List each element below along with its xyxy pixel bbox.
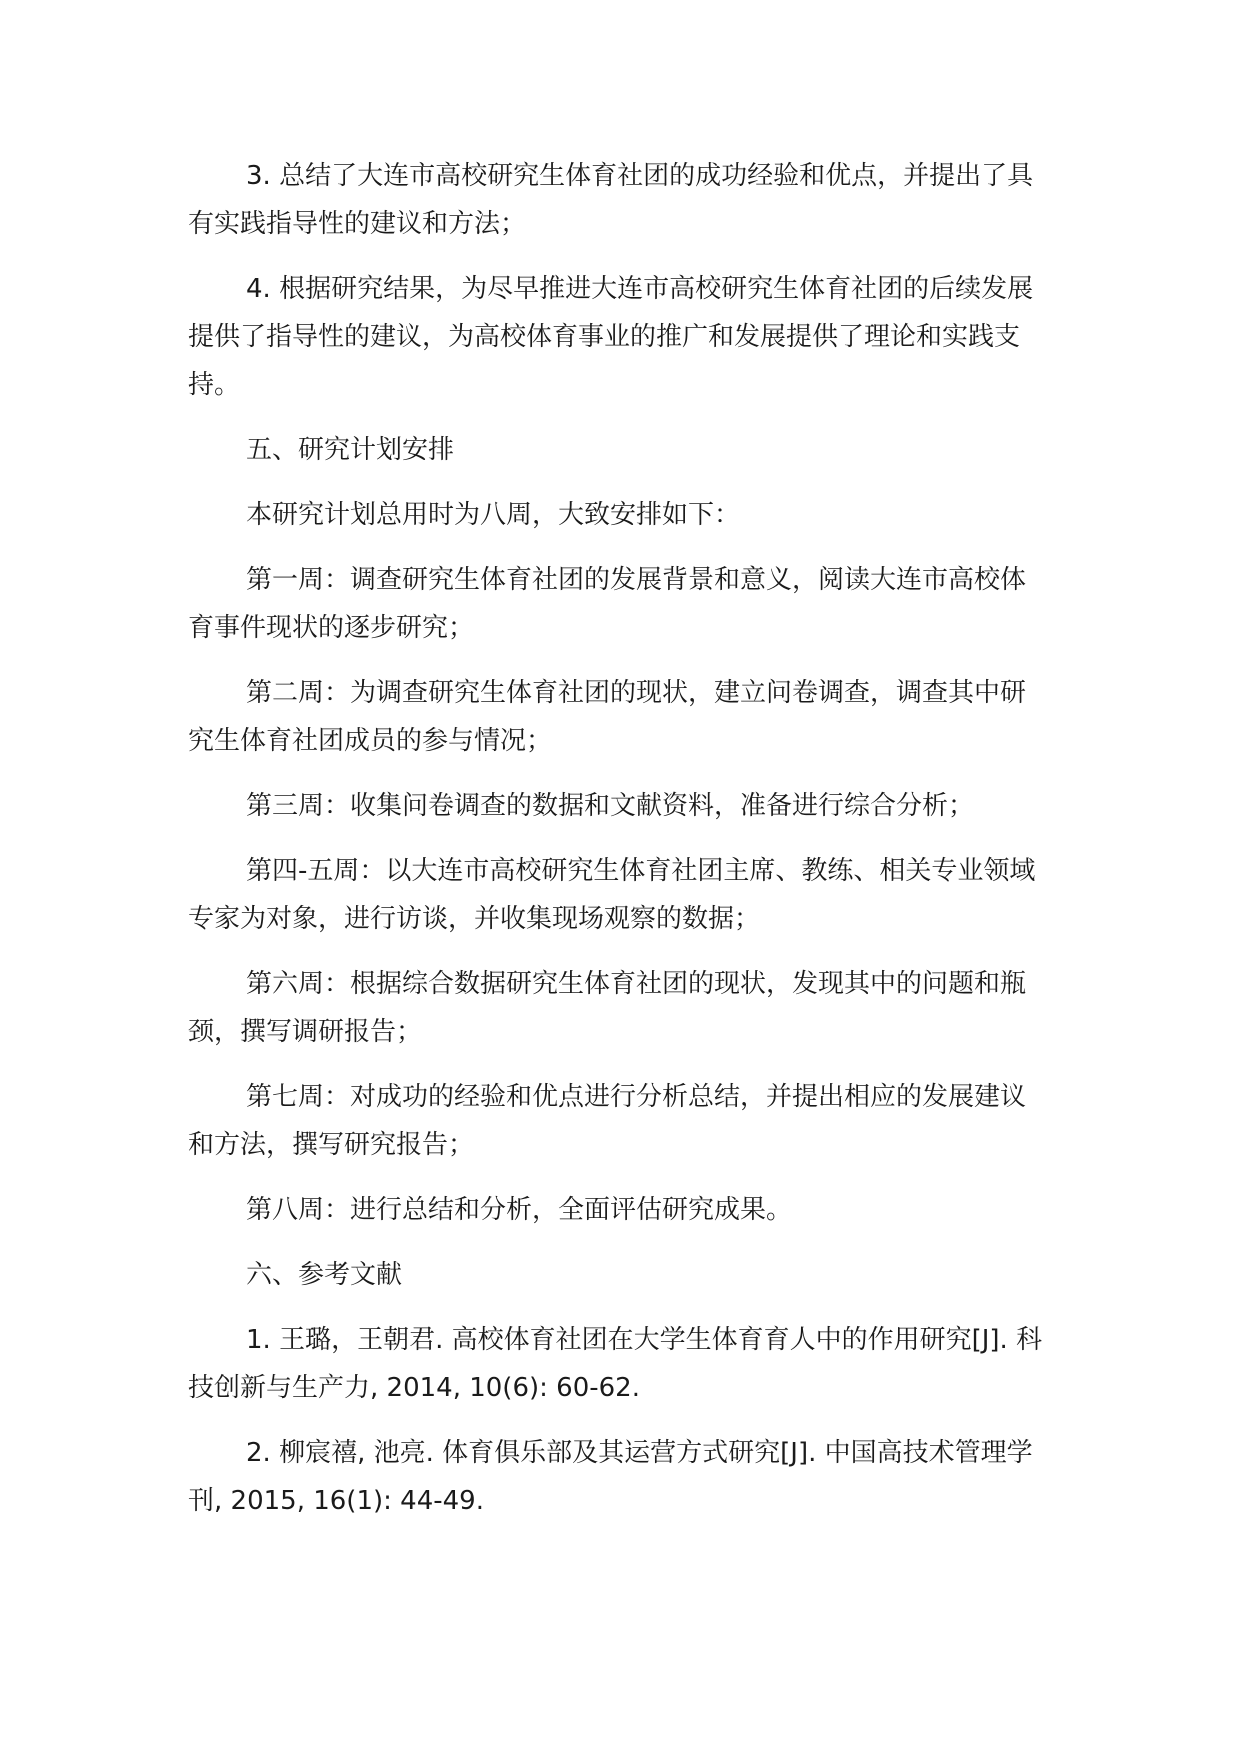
paragraph-week-3: 第三周：收集问卷调查的数据和文献资料，准备进行综合分析； [246,791,975,821]
paragraph-week-2: 第二周：为调查研究生体育社团的现状，建立问卷调查，调查其中研究生体育社团成员的参与情况； [188,678,1027,756]
paragraph-week-6: 第六周：根据综合数据研究生体育社团的现状，发现其中的问题和瓶颈，撰写调研报告； [188,969,1027,1047]
paragraph-week-1: 第一周：调查研究生体育社团的发展背景和意义，阅读大连市高校体育事件现状的逐步研究； [188,565,1027,643]
paragraph-plan-intro: 本研究计划总用时为八周，大致安排如下： [246,500,741,530]
paragraph-result-4: 4. 根据研究结果，为尽早推进大连市高校研究生体育社团的后续发展提供了指导性的建议，为高校体育事业的推广和发展提供了理论和实践支持。 [188,274,1034,400]
paragraph-week-4-5: 第四-五周：以大连市高校研究生体育社团主席、教练、相关专业领域专家为对象，进行访谈，并收集现场观察的数据； [188,856,1036,934]
document-body [188,152,1050,1542]
paragraph-week-7: 第七周：对成功的经验和优点进行分析总结，并提出相应的发展建议和方法，撰写研究报告； [188,1082,1027,1160]
section-heading-references: 六、参考文献 [246,1260,403,1290]
reference-item-1: 1. 王璐，王朝君. 高校体育社团在大学生体育育人中的作用研究[J]. 科技创新与生产力, 2014, 10(6): 60-62. [188,1325,1043,1403]
paragraph-result-3: 3. 总结了大连市高校研究生体育社团的成功经验和优点，并提出了具有实践指导性的建议和方法； [188,161,1034,239]
reference-item-2: 2. 柳宸禧, 池亮. 体育俱乐部及其运营方式研究[J]. 中国高技术管理学刊, 2015, 16(1): 44-49. [188,1438,1033,1516]
paragraph-week-8: 第八周：进行总结和分析，全面评估研究成果。 [246,1195,793,1225]
section-heading-research-plan: 五、研究计划安排 [246,435,455,465]
